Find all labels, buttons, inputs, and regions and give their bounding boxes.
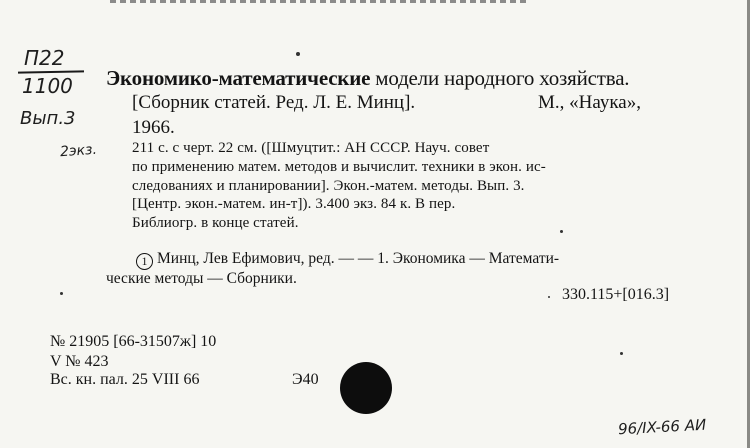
tracing-text-1: Минц, Лев Ефимович, ред. — — 1. Экономика — Математи- [157,250,560,267]
chamber-date: Вс. кн. пал. 25 VIII 66 [50,371,200,388]
description-line-2: по применению матем. методов и вычислит. техники в экон. ис- [132,159,546,175]
tracing-line-2: ческие методы — Сборники. [106,270,297,287]
volume-number: V № 423 [50,353,109,370]
editor-line: [Сборник статей. Ред. Л. Е. Минц]. [132,92,416,113]
ink-speck [620,352,623,355]
description-line-5: Библиогр. в конце статей. [132,215,299,231]
publication-year: 1966. [132,117,175,138]
publisher: М., «Наука», [538,92,641,113]
punch-hole [340,362,392,414]
description-line-1: 211 с. с черт. 22 см. ([Шмуцтит.: АН СССР. Науч. совет [132,140,490,156]
shelf-mark-bottom: 1100 [22,74,73,98]
top-edge-mark [110,0,530,3]
code-mark: Э40 [292,371,319,388]
title-rest: модели народного хозяйства. [370,66,630,90]
title-bold: Экономико-математические [106,66,371,90]
card-title [106,66,629,91]
ink-speck [60,292,63,295]
description-line-4: [Центр. экон.-матем. ин-т]). 3.400 экз. 84 к. В пер. [132,196,456,212]
tracing-number: 1 [136,253,153,270]
tracing-line-1 [136,250,559,270]
stamp-date-note: 96/IX-66 АИ [617,415,707,439]
registration-number: № 21905 [66-31507ж] 10 [50,333,217,350]
copies-note: 2экз. [59,141,98,161]
ink-speck [548,296,550,298]
shelf-mark-top: П22 [24,46,65,70]
classification-number: 330.115+[016.3] [562,286,670,303]
volume-note: Вып.3 [20,108,76,129]
ink-speck [560,230,563,233]
description-line-3: следованиях и планировании]. Экон.-матем. методы. Вып. 3. [132,178,525,194]
ink-speck [296,52,300,56]
